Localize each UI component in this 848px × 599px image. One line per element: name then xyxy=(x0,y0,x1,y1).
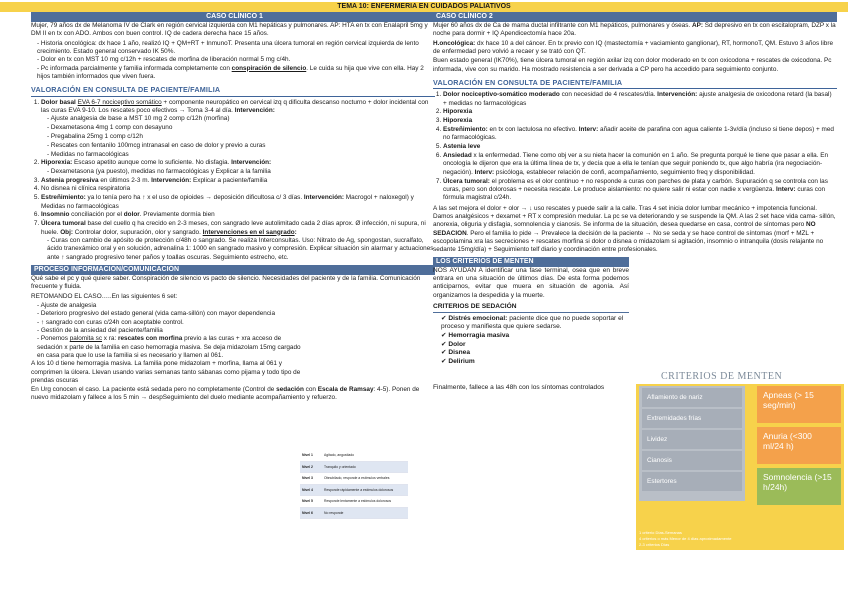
menten-footer xyxy=(639,530,843,548)
list-item: 6. Ansiedad x la enfermedad. Tiene como obj ver a su nieta hacer la comunión en 1 año. Se pregunta porqué le tiene que pasar a ella. En oncología le dijeron que era la última línea de tx, y decía que a ella le tenían que seguir poniendo tx, que algo habría (ira negociación-negación). Interv: psicóloga, establecer relación de confi, acompañamiento, seguimiento freq y disponibilidad. xyxy=(443,152,837,177)
list-item: ✔ Hemorragia masiva xyxy=(441,332,510,339)
case1-valoracion-list xyxy=(31,99,435,262)
case2-header: CASO CLÍNICO 2 xyxy=(433,12,837,22)
ramsay-row xyxy=(300,450,408,462)
sub-item: - Dexametasona (ya puesto), medidas no farmacológicas y Explicar a la familia xyxy=(47,168,435,176)
list-item: - Ponemos palomita sc x ra: rescates con morfina previo a las curas + xra acceso de sedación x parte de la familia en caso hemorragia masiva. Se deja midazolam 15mg cargado en casa para que lo use la familia si es necesario y llamen al 061. xyxy=(37,335,301,360)
case2-estado: Buen estado general (IK70%), tiene úlcera tumoral en región axilar izq con dolor moderado en tx con oxicodona + rescates de oxicodona. Pc informada, vive con su marido. Ha mostrado resistencia a ser derivada a CP pero ha accedido para seguimiento conjunto. xyxy=(433,57,832,73)
ramsay-scale-table xyxy=(300,450,408,519)
history-item: - Pc informada parcialmente y familia informada completamente con conspiración de silencio. Le cuida su hija que vive con ella. Hay 2 hijos también informados que viven fuera. xyxy=(37,65,435,82)
list-item: - ↑ sangrado con curas c/24h con aceptable control. xyxy=(37,319,301,327)
proc-text: Qué sabe el pc y qué quiere saber. Conspiración de silencio vs pacto de silencio. Necesidades del paciente y de la familia. Comunicación frecuente y fluida. xyxy=(31,274,421,291)
menten-right-item: Anuria (<300 ml/24 h) xyxy=(757,427,841,464)
ramsay-desc: Agitado, angustiado xyxy=(324,453,354,458)
ramsay-row xyxy=(300,462,408,474)
ramsay-row xyxy=(300,496,408,508)
list-item: 2. Hiporexia xyxy=(443,108,837,116)
history-item: - Dolor en tx con MST 10 mg c/12h + rescates de morfina de liberación normal 5 mg c/4h. xyxy=(37,56,435,64)
menten-footer-line: 2-3 criterios Días xyxy=(639,542,670,547)
menten-left-item: Cianosis xyxy=(642,451,742,470)
sub-item: - Pregabalina 25mg 1 comp c/12h xyxy=(47,133,435,141)
list-item: 7. Úlcera tumoral: el problema es el olor continuo + no responde a curas con parches de plata y carbón. Supuración q se controla con las curas, pero son dolorosas + necesita rescate. Le produce aislamiento: no quiere salir ni estar con nadie x vergüenza. Interv: curas con fórmula magistral c/24h. xyxy=(443,178,837,203)
ramsay-desc: No responde xyxy=(324,510,344,515)
menten-right-item: Apneas (> 15 seg/min) xyxy=(757,386,841,423)
sub-item: - Curas con cambio de apósito de protección c/48h o sangrado. Se realiza Interconsultas. Uso: Nitrato de Ag, spongostan, sucralfato, ácido tranexámico oral y en solución, adrenalina 1: 1000 en sangrado masivo y compresión. Explicar situación sin alarmar y actuaciones ante ↑ sangrado progresivo tener paños y toallas oscuras. Seguimiento estrecho, etc. xyxy=(47,237,435,262)
list-item: 5. Estreñimiento: ya lo tenía pero ha ↑ x el uso de opioides → deposición dificultosa c/ 3 días. Intervención: Macrogol + naloxegol) y Medidas no farmacológicas xyxy=(41,194,435,211)
case2-column xyxy=(433,12,837,394)
sub-item: - Dexametasona 4mg 1 comp con desayuno xyxy=(47,124,435,132)
case1-header: CASO CLÍNICO 1 xyxy=(31,12,435,22)
ramsay-level: Nivel 4 xyxy=(302,487,313,492)
ramsay-level: Nivel 1 xyxy=(302,453,313,458)
list-item: 2. Hiporexia: Escaso apetito aunque come lo suficiente. No disfagia. Intervención: - Dexametasona (ya puesto), medidas no farmacológicas y Explicar a la familia xyxy=(41,159,435,176)
menten-right-item: Somnolencia (>15 h/24h) xyxy=(757,468,841,505)
ramsay-level: Nivel 5 xyxy=(302,499,313,504)
case1-column xyxy=(31,12,435,404)
sedacion-list xyxy=(433,315,629,366)
case2-intro: Mujer 60 años dx de Ca de mama ductal infiltrante con M1 hepáticos, pulmonares y óseas. AP: Sd depresivo en tx con escitalopram, DZP x la noche para dormir + IQ Apendicectomía hace 20a. xyxy=(433,22,836,38)
sub-item: - Rescates con fentanilo 100mcg intranasal en caso de dolor y previo a curas xyxy=(47,142,435,150)
case1-end1: A los 10 d tiene hemorragia masiva. La familia pone midazolam + morfina, llama al 061 y comprimen la úlcera. Llevan usando varias semanas tanto sábanas como pijama y todo tipo de prendas oscuras xyxy=(31,360,301,384)
sub-item: - Ajuste analgesia de base a MST 10 mg 2 comp c/12h (morfina) xyxy=(47,115,435,123)
menten-left-item: Estertores xyxy=(642,472,742,491)
history-item: - Historia oncológica: dx hace 1 año, realizó IQ + QM+RT + InmunoT. Presenta una úlcera tumoral en región cervical izquierda de lento crecimiento. Estado general conservado IK 50%. xyxy=(37,40,435,57)
case2-valoracion-header: VALORACIÓN EN CONSULTA DE PACIENTE/FAMILIA xyxy=(433,78,837,89)
list-item: ✔ Dolor xyxy=(441,340,466,348)
ramsay-row xyxy=(300,485,408,497)
menten-criteria-graphic xyxy=(631,370,846,567)
ramsay-desc: Tranquilo y orientado xyxy=(324,464,356,469)
proc-retomando: RETOMANDO EL CASO…..En las siguientes 6 set: xyxy=(31,292,178,300)
ramsay-row xyxy=(300,508,408,520)
list-item: 5. Astenia leve xyxy=(443,143,837,151)
case2-valoracion-list xyxy=(433,91,837,202)
menten-graphic-title: CRITERIOS DE MENTEN xyxy=(661,371,783,382)
ramsay-level: Nivel 2 xyxy=(302,464,313,469)
proc-list-cont xyxy=(31,335,301,360)
ramsay-desc: Responde lentamente a estímulos dolorosos xyxy=(324,499,392,504)
ramsay-level: Nivel 6 xyxy=(302,510,313,515)
menten-text: NOS AYUDAN A identificar una fase terminal, osea que en breve entrara en una situación de últimos días. De esta forma podemos anticiparnos, evitar que muera en situación de agonía. Así organizamos la despedida y la muerte. xyxy=(433,266,629,299)
sub-item: - Medidas no farmacológicas xyxy=(47,151,435,159)
proc-header: PROCESO INFORMACIÓN/COMUNICACIÓN xyxy=(31,265,435,275)
case1-end2: En Urg conocen el caso. La paciente está sedada pero no completamente (Control de sedación con Escala de Ramsay: 4-5). Ponen de nuevo midazolam y fallece a los 5 min → despSeguimiento del duelo mediante acompañamiento y refuerzo. xyxy=(31,386,420,402)
list-item: 1. Dolor basal EVA 6-7 nociceptivo somático + componente neuropático en cervical izq q dificulta descanso nocturno + dolor incidental con las curas EVA 9-10. Los rescates poco efectivos → Toma 3-4 al día. Intervención: - Ajuste analgesia de base a MST 10 mg 2 comp c/12h (morfina) - Dexametasona 4mg 1 comp con desayuno - Pregabalina 25mg 1 comp c/12h - Rescates con fentanilo 100mcg intranasal en caso de dolor y previo a curas - Medidas no farmacológicas xyxy=(41,99,435,159)
menten-left-item: Extremidades frías xyxy=(642,409,742,428)
list-item: 4. Estreñimiento: en tx con lactulosa no efectivo. Interv: añadir aceite de parafina con agua caliente 1-3v/día (incluso si tiene depos) + med no farmacológicas. xyxy=(443,126,837,143)
list-item: 7. Úlcera tumoral base del cuello q ha crecido en 2-3 meses, con sangrado leve autolimitado cada 2 días aprox. Ø infección, ni supura, ni huele. Obj: Controlar dolor, supuración, olor y sangrado. Intervenciones en el sangrado: - Curas con cambio de apósito de protección c/48h o sangrado. Se realiza Interconsultas. Uso: Nitrato de Ag, spongostan, sucralfato, ácido tranexámico oral y en solución, adrenalina 1: 1000 en sangrado masivo y compresión. Explicar situación sin alarmar y actuaciones ante ↑ sangrado progresivo tener paños y toallas oscuras. Seguimiento estrecho, etc. xyxy=(41,220,435,262)
ramsay-row xyxy=(300,473,408,485)
page-title: TEMA 10: ENFERMERIA EN CUIDADOS PALIATIVOS xyxy=(0,2,848,12)
case1-intro: Mujer, 79 años dx de Melanoma IV de Clark en región cervical izquierda con M1 hepáticas y pulmonares. AP: HTA en tx con Enalapril 5mg y DM II en tx con ADO. Ambos con buen control. IQ de cadera derecha hace 15 años. xyxy=(31,22,428,38)
list-item: ✔ Distrés emocional: paciente dice que no puede soportar el proceso y manifiesta que quiere sedarse. xyxy=(441,314,624,331)
list-item: 1. Dolor nociceptivo-somático moderado con necesidad de 4 rescates/día. Intervención: ajuste analgesia de oxicodona retard (la basal) + medidas no farmacológicas xyxy=(443,91,837,108)
menten-footer-line: 1 criterio Días-Semanas xyxy=(639,530,682,535)
case1-history xyxy=(31,40,435,82)
list-item: - Ajuste de analgesia xyxy=(37,302,301,310)
menten-footer-line: 4 criterios o más Menor de 4 días aproximadamente xyxy=(639,536,732,541)
case2-onco: H.oncológica: dx hace 10 a del cáncer. En tx previo con IQ (mastectomía + vaciamiento ganglionar), RT, hormonoT, QM. Estuvo 3 años libre de enfermedad pero volvió a recaer y se trató con QT. xyxy=(433,39,834,55)
list-item: 6. Insomnio conciliación por el dolor. Previamente dormía bien xyxy=(41,211,435,219)
list-item: ✔ Disnea xyxy=(441,349,470,357)
list-item: 3. Hiporexia xyxy=(443,117,837,125)
list-item: - Deterioro progresivo del estado general (vida cama-sillón) con mayor dependencia xyxy=(37,310,301,318)
menten-right-list xyxy=(757,386,841,506)
menten-left-list xyxy=(639,386,745,501)
proc-list xyxy=(31,302,301,335)
menten-left-item: Aflamiento de nariz xyxy=(642,388,742,407)
menten-left-item: Lividez xyxy=(642,430,742,449)
list-item: 4. No disnea ni clínica respiratoria xyxy=(41,185,435,193)
ramsay-desc: Responde rápidamente a estímulos dolorosos xyxy=(324,487,394,492)
list-item: - Gestión de la ansiedad del paciente/familia xyxy=(37,327,301,335)
list-item: 3. Astenia progresiva en últimos 2-3 m. Intervención: Explicar a paciente/familia xyxy=(41,177,435,185)
ramsay-level: Nivel 3 xyxy=(302,476,313,481)
sedacion-header: CRITERIOS DE SEDACIÓN xyxy=(433,303,629,313)
case2-final: Finalmente, fallece a las 48h con los síntomas controlados xyxy=(433,384,605,392)
list-item: ✔ Delirium xyxy=(441,357,475,365)
ramsay-desc: Obnubilado, responde a estímulos verbales xyxy=(324,476,390,481)
menten-header: LOS CRITERIOS DE MENTEN xyxy=(433,257,629,267)
case1-valoracion-header: VALORACIÓN EN CONSULTA DE PACIENTE/FAMILIA xyxy=(31,85,435,96)
case2-after: A las set mejora el dolor + olor → ↓ uso rescates y puede salir a la calle. Tras 4 set inicia dolor lumbar mecánico + impotencia funcional. Damos analgésicos + dexamet + RT x compresión medular. La pc se va deteriorando y se suspende la QM. A las 2 set hace vida cama- sillón, anorexia, oliguria y disfagia, somnolencia y cianosis. Se informa de la situación, desea quedarse en casa, control de síntomas pero NO SEDACION. Pero el familia lo pide → Prevalece la decisión de la paciente → No se seda y se hace control de síntomas (morf + MZL + escopolamina xra las secreciones + rescates morfina si dolor o disnea o midazolam si agitación, insomnio o intranquila (dosis relajante no sedante 15mg/día) + Seguimiento telf diario y coordinación entre profesionales. xyxy=(433,204,836,254)
